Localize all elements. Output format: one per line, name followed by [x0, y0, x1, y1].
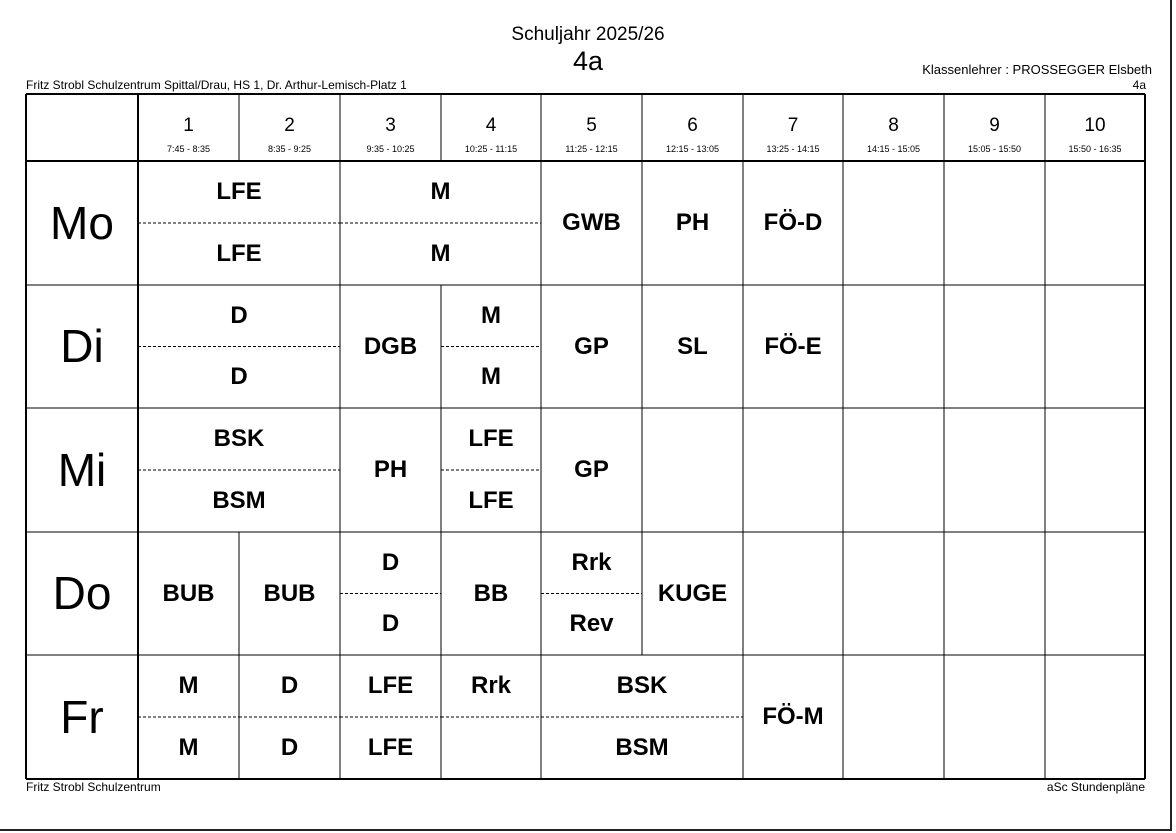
period-number: 3 — [385, 115, 396, 136]
period-header — [138, 94, 239, 160]
lesson-subject: PH — [373, 456, 408, 483]
lesson-subject: M — [178, 672, 199, 699]
period-number: 5 — [586, 115, 597, 136]
lesson-subject: DGB — [363, 332, 418, 360]
school-year-title: Schuljahr 2025/26 — [511, 24, 665, 45]
lesson-subject — [441, 717, 541, 779]
period-number: 10 — [1084, 115, 1106, 136]
period-time: 14:15 - 15:05 — [866, 144, 921, 154]
period-number: 7 — [787, 115, 799, 136]
lesson-subject: SL — [677, 332, 708, 360]
period-header — [743, 94, 843, 160]
period-time: 8:35 - 9:25 — [267, 144, 312, 154]
lesson-subject: KUGE — [657, 579, 728, 607]
day-label: Fr — [60, 691, 104, 743]
lesson-subject: LFE — [468, 425, 514, 452]
class-teacher: Klassenlehrer : PROSSEGGER Elsbeth — [922, 62, 1152, 77]
lesson-subject: LFE — [216, 178, 262, 205]
period-time: 15:50 - 16:35 — [1068, 144, 1122, 154]
period-header — [843, 94, 944, 160]
period-number: 6 — [687, 115, 698, 136]
lesson-subject: M — [481, 301, 501, 329]
period-number: 9 — [989, 115, 1000, 136]
lesson-subject: D — [381, 548, 400, 576]
lesson-subject: D — [381, 610, 400, 638]
lesson-subject: FÖ-M — [762, 703, 824, 730]
lesson-subject: GWB — [562, 209, 621, 236]
lesson-subject: BUB — [162, 579, 215, 607]
period-time: 10:25 - 11:15 — [464, 144, 518, 154]
lesson-subject: BSK — [616, 672, 668, 699]
period-header — [441, 94, 541, 160]
footer-software: aSc Stundenpläne — [1046, 780, 1145, 794]
day-label: Do — [52, 567, 112, 619]
day-label: Mi — [57, 444, 107, 496]
period-header — [541, 94, 642, 160]
lesson-subject: D — [230, 363, 248, 391]
period-time: 9:35 - 10:25 — [366, 144, 415, 154]
period-header — [944, 94, 1045, 160]
lesson-subject: FÖ-D — [763, 209, 823, 236]
footer-school: Fritz Strobl Schulzentrum — [26, 780, 161, 794]
lesson-subject: LFE — [468, 487, 514, 514]
period-time: 12:15 - 13:05 — [665, 144, 720, 154]
lesson-subject: BSM — [615, 734, 669, 761]
lesson-subject: BB — [473, 579, 509, 607]
lesson-subject: M — [178, 734, 199, 761]
lesson-subject: Rrk — [571, 548, 612, 576]
lesson-subject: BSM — [212, 487, 266, 514]
lesson-subject: BSK — [213, 425, 265, 452]
lesson-subject: Rrk — [470, 672, 512, 699]
lesson-subject: LFE — [216, 240, 262, 267]
class-short-label: 4a — [1132, 78, 1146, 92]
lesson-subject: FÖ-E — [764, 332, 822, 360]
school-address: Fritz Strobl Schulzentrum Spittal/Drau, HS 1, Dr. Arthur-Lemisch-Platz 1 — [26, 78, 407, 92]
lesson-subject: LFE — [367, 672, 414, 699]
day-label: Di — [60, 320, 104, 372]
day-label: Mo — [50, 197, 114, 249]
lesson-subject: GP — [574, 456, 609, 483]
lesson-subject: LFE — [367, 734, 414, 761]
lesson-subject: M — [481, 363, 501, 391]
period-header — [1045, 94, 1145, 160]
lesson-subject: D — [230, 301, 248, 329]
lesson-subject: M — [430, 240, 451, 267]
period-number: 8 — [888, 115, 899, 136]
lesson-subject: D — [280, 734, 299, 761]
lesson-subject: BUB — [263, 579, 316, 607]
period-time: 11:25 - 12:15 — [565, 144, 618, 154]
class-title: 4a — [572, 46, 604, 76]
period-number: 2 — [284, 115, 295, 136]
period-time: 13:25 - 14:15 — [766, 144, 820, 154]
period-number: 1 — [183, 115, 194, 136]
period-header — [239, 94, 340, 160]
lesson-subject: Rev — [569, 610, 614, 638]
lesson-subject: PH — [675, 209, 710, 236]
period-header — [340, 94, 441, 160]
lesson-subject: D — [280, 672, 299, 699]
period-number: 4 — [485, 115, 497, 136]
period-time: 7:45 - 8:35 — [166, 144, 211, 154]
lesson-subject: M — [430, 178, 451, 205]
period-time: 15:05 - 15:50 — [967, 144, 1022, 154]
lesson-subject: GP — [574, 332, 609, 360]
period-header — [642, 94, 743, 160]
